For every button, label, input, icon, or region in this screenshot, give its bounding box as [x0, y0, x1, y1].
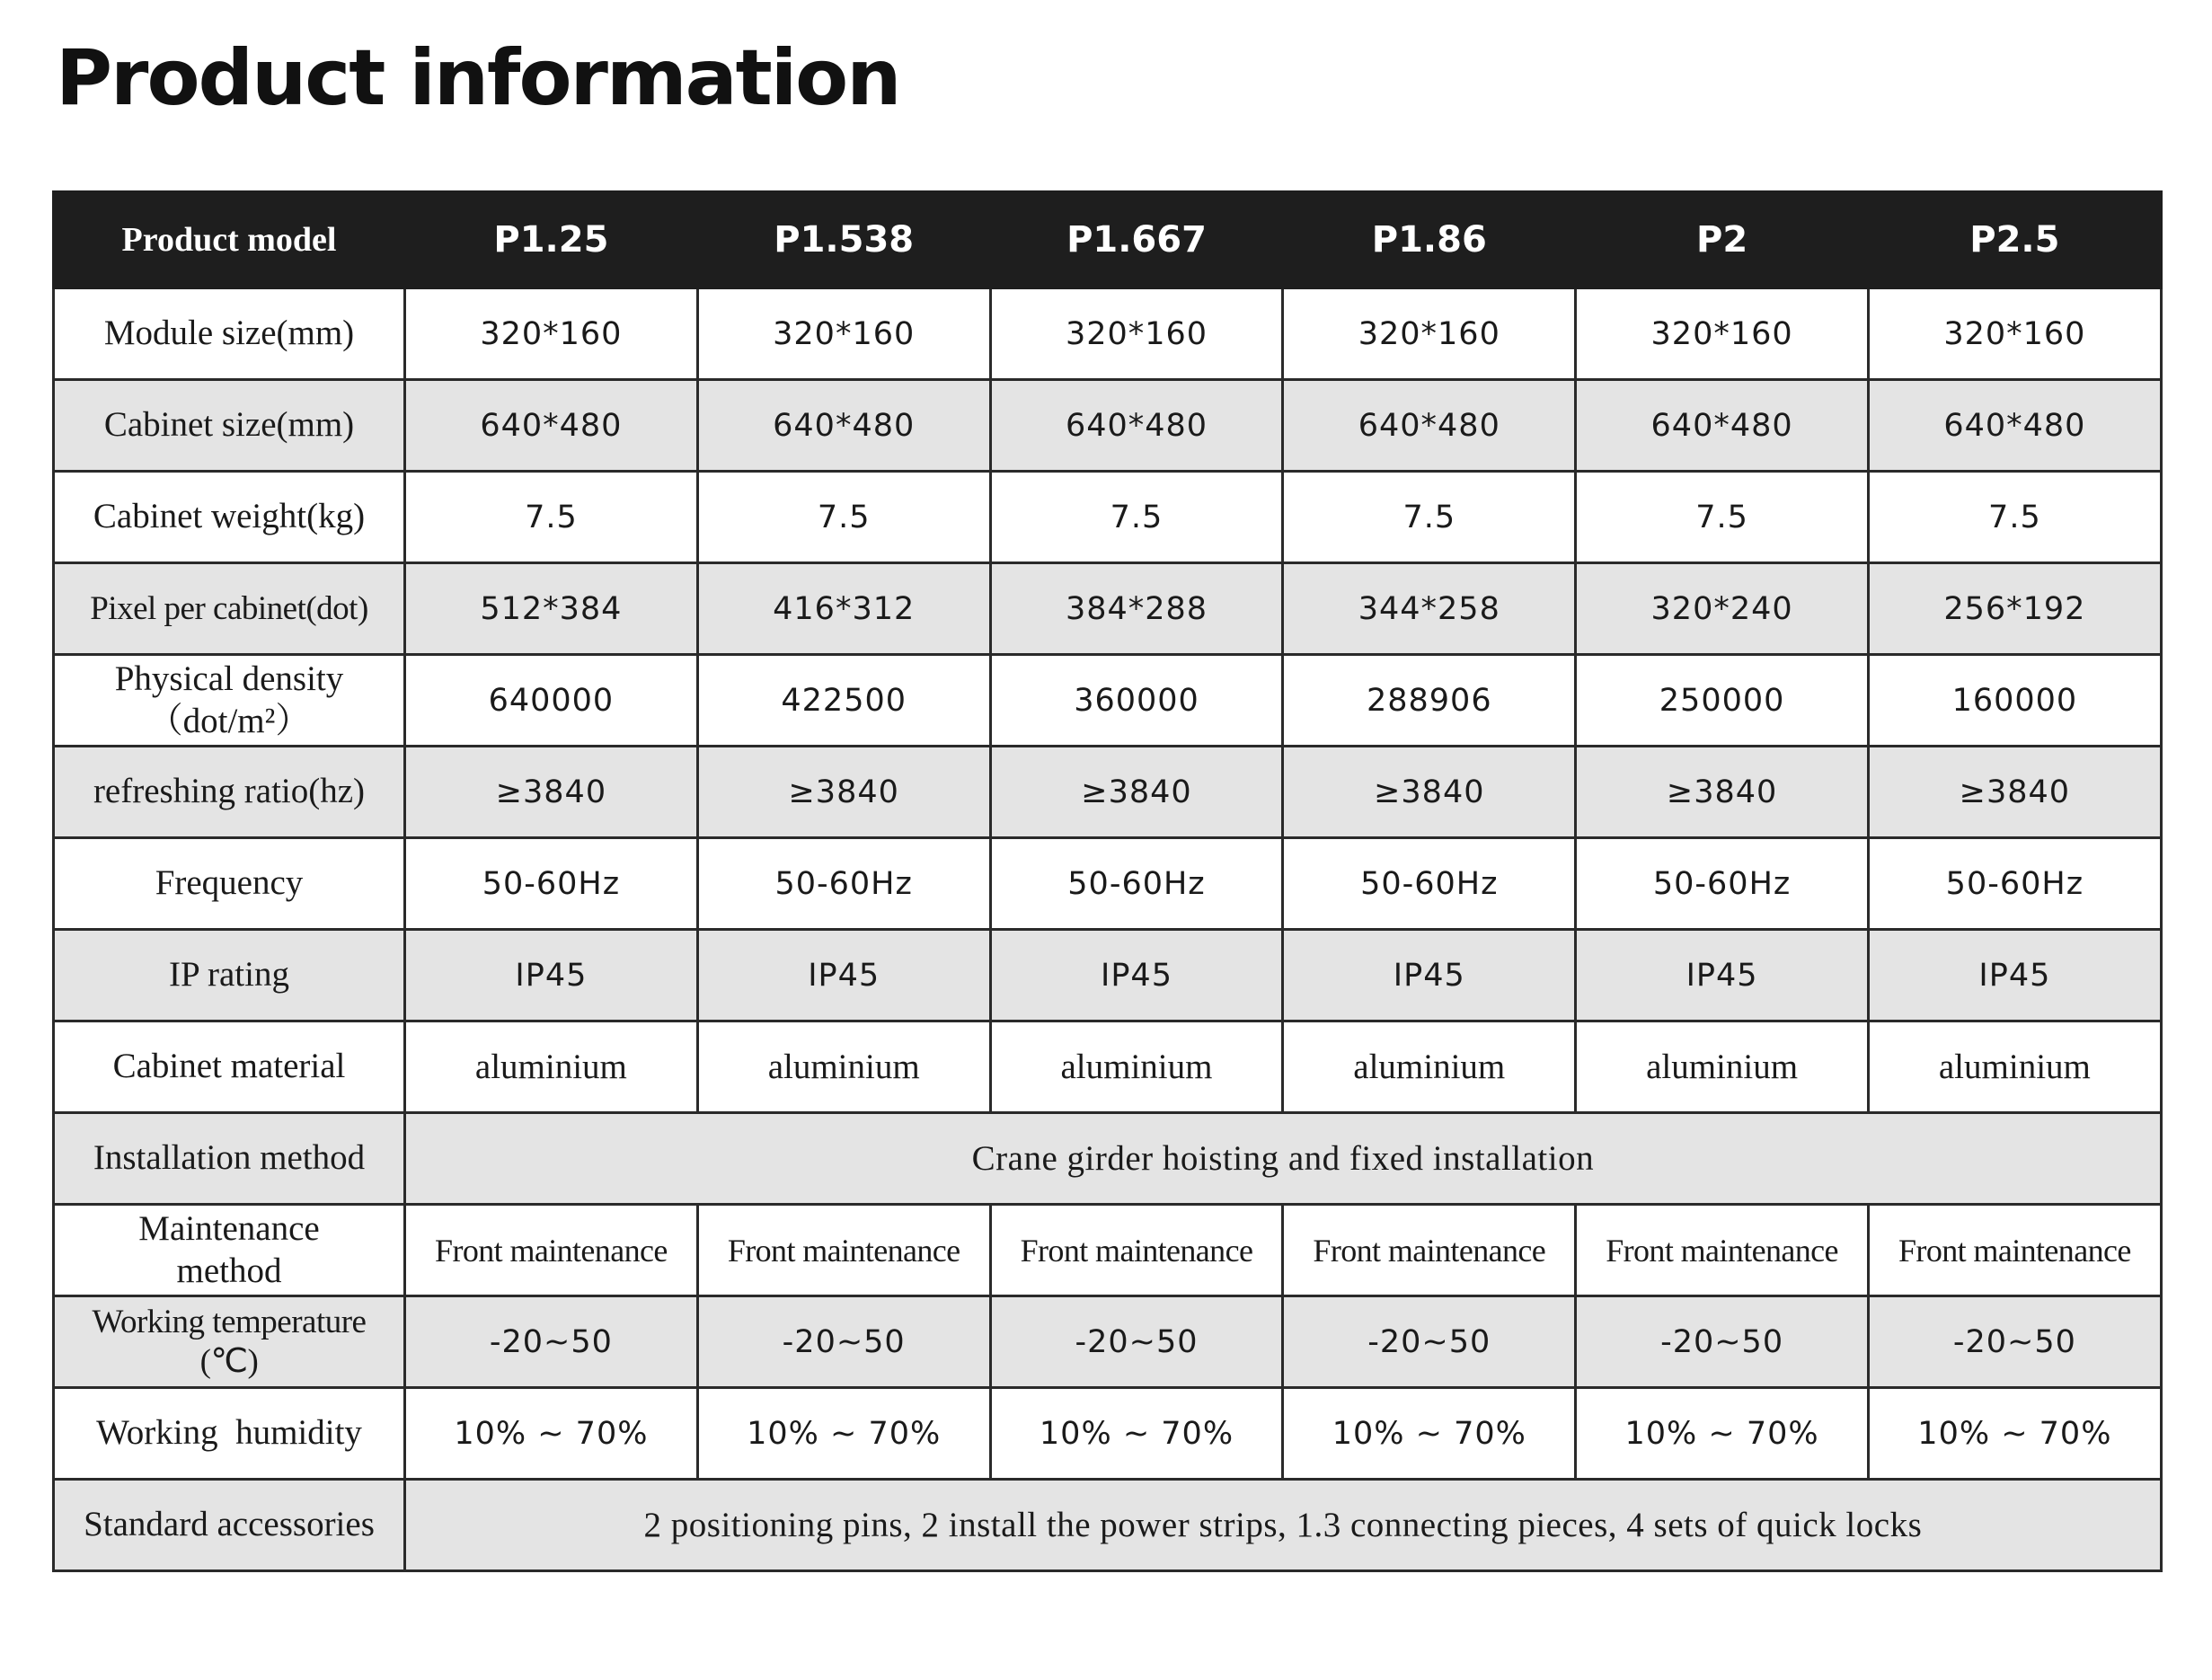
table-cell: 10% ~ 70% — [405, 1388, 698, 1480]
row-label: Module size(mm) — [54, 288, 405, 380]
table-cell: 344*258 — [1283, 563, 1576, 655]
row-label-line: (℃) — [199, 1342, 259, 1380]
table-cell: 50-60Hz — [405, 838, 698, 930]
table-row — [54, 472, 2162, 563]
table-cell: aluminium — [1283, 1021, 1576, 1113]
table-cell: ≥3840 — [697, 747, 990, 838]
row-label-line: Working temperature — [92, 1303, 367, 1340]
row-label: Cabinet weight(kg) — [54, 472, 405, 563]
table-cell: 7.5 — [990, 472, 1283, 563]
table-cell: IP45 — [697, 930, 990, 1021]
table-cell: 416*312 — [697, 563, 990, 655]
table-cell: -20~50 — [405, 1296, 698, 1388]
table-cell: aluminium — [405, 1021, 698, 1113]
table-cell: 10% ~ 70% — [697, 1388, 990, 1480]
table-cell: 7.5 — [1868, 472, 2161, 563]
row-label: Working humidity — [54, 1388, 405, 1480]
table-cell: 320*160 — [697, 288, 990, 380]
table-cell: 512*384 — [405, 563, 698, 655]
row-label — [54, 655, 405, 747]
table-cell: 50-60Hz — [990, 838, 1283, 930]
table-cell: 10% ~ 70% — [1283, 1388, 1576, 1480]
table-cell: IP45 — [1576, 930, 1869, 1021]
table-cell: 10% ~ 70% — [1868, 1388, 2161, 1480]
row-label: refreshing ratio(hz) — [54, 747, 405, 838]
table-cell: 320*160 — [405, 288, 698, 380]
table-row — [54, 930, 2162, 1021]
row-label: Frequency — [54, 838, 405, 930]
table-cell: aluminium — [697, 1021, 990, 1113]
table-cell: 50-60Hz — [1576, 838, 1869, 930]
model-header: P1.25 — [405, 192, 698, 288]
row-label: Cabinet size(mm) — [54, 380, 405, 472]
table-cell: 256*192 — [1868, 563, 2161, 655]
table-cell: -20~50 — [1576, 1296, 1869, 1388]
table-cell: Front maintenance — [1576, 1205, 1869, 1296]
table-cell: Front maintenance — [697, 1205, 990, 1296]
model-header: P1.538 — [697, 192, 990, 288]
table-cell: 640*480 — [405, 380, 698, 472]
product-spec-table — [52, 190, 2163, 1572]
table-cell: 7.5 — [1576, 472, 1869, 563]
model-header: P1.667 — [990, 192, 1283, 288]
table-row — [54, 380, 2162, 472]
table-cell: IP45 — [405, 930, 698, 1021]
table-cell: 384*288 — [990, 563, 1283, 655]
table-cell: ≥3840 — [1868, 747, 2161, 838]
table-cell: 7.5 — [697, 472, 990, 563]
table-row — [54, 1021, 2162, 1113]
header-label: Product model — [54, 192, 405, 288]
table-cell: 320*160 — [990, 288, 1283, 380]
table-cell: 320*240 — [1576, 563, 1869, 655]
table-cell: 288906 — [1283, 655, 1576, 747]
table-cell: ≥3840 — [1283, 747, 1576, 838]
table-cell: 160000 — [1868, 655, 2161, 747]
table-cell: 250000 — [1576, 655, 1869, 747]
table-row — [54, 1205, 2162, 1296]
table-cell: 7.5 — [405, 472, 698, 563]
table-cell-merged: 2 positioning pins, 2 install the power strips, 1.3 connecting pieces, 4 sets of quick locks — [405, 1480, 2162, 1571]
row-label-line: （dot/m²） — [147, 701, 311, 740]
model-header: P2 — [1576, 192, 1869, 288]
table-row — [54, 288, 2162, 380]
table-row — [54, 747, 2162, 838]
row-label-line: Maintenance — [138, 1209, 320, 1249]
table-cell: -20~50 — [697, 1296, 990, 1388]
table-cell: IP45 — [990, 930, 1283, 1021]
table-cell: ≥3840 — [990, 747, 1283, 838]
row-label: Standard accessories — [54, 1480, 405, 1571]
table-row — [54, 563, 2162, 655]
table-cell: ≥3840 — [1576, 747, 1869, 838]
table-cell: 640*480 — [990, 380, 1283, 472]
table-cell: -20~50 — [1868, 1296, 2161, 1388]
table-cell: 320*160 — [1283, 288, 1576, 380]
table-cell: Front maintenance — [1868, 1205, 2161, 1296]
table-cell: 320*160 — [1576, 288, 1869, 380]
table-cell: IP45 — [1868, 930, 2161, 1021]
row-label — [54, 1205, 405, 1296]
table-cell: aluminium — [1868, 1021, 2161, 1113]
table-cell-merged: Crane girder hoisting and fixed installation — [405, 1113, 2162, 1205]
table-cell: 320*160 — [1868, 288, 2161, 380]
table-cell: Front maintenance — [405, 1205, 698, 1296]
model-header: P1.86 — [1283, 192, 1576, 288]
table-cell: Front maintenance — [1283, 1205, 1576, 1296]
table-cell: aluminium — [1576, 1021, 1869, 1113]
table-header-row — [54, 192, 2162, 288]
table-cell: ≥3840 — [405, 747, 698, 838]
row-label: IP rating — [54, 930, 405, 1021]
table-cell: 7.5 — [1283, 472, 1576, 563]
table-row — [54, 1480, 2162, 1571]
table-cell: 10% ~ 70% — [1576, 1388, 1869, 1480]
row-label: Pixel per cabinet(dot) — [54, 563, 405, 655]
table-cell: -20~50 — [1283, 1296, 1576, 1388]
row-label: Cabinet material — [54, 1021, 405, 1113]
table-cell: Front maintenance — [990, 1205, 1283, 1296]
table-row — [54, 655, 2162, 747]
table-cell: 640000 — [405, 655, 698, 747]
page-title: Product information — [56, 33, 900, 123]
table-row — [54, 1296, 2162, 1388]
table-cell: 640*480 — [697, 380, 990, 472]
table-cell: 640*480 — [1283, 380, 1576, 472]
table-cell: 50-60Hz — [1283, 838, 1576, 930]
table-cell: 50-60Hz — [697, 838, 990, 930]
table-cell: 10% ~ 70% — [990, 1388, 1283, 1480]
table-cell: 422500 — [697, 655, 990, 747]
row-label-line: method — [176, 1251, 282, 1290]
table-row — [54, 1113, 2162, 1205]
table-row — [54, 1388, 2162, 1480]
row-label-line: Physical density — [114, 659, 344, 699]
table-cell: IP45 — [1283, 930, 1576, 1021]
table-cell: 640*480 — [1868, 380, 2161, 472]
table-cell: aluminium — [990, 1021, 1283, 1113]
table-cell: -20~50 — [990, 1296, 1283, 1388]
table-row — [54, 838, 2162, 930]
table-cell: 360000 — [990, 655, 1283, 747]
row-label — [54, 1296, 405, 1388]
table-cell: 640*480 — [1576, 380, 1869, 472]
table-cell: 50-60Hz — [1868, 838, 2161, 930]
row-label: Installation method — [54, 1113, 405, 1205]
model-header: P2.5 — [1868, 192, 2161, 288]
